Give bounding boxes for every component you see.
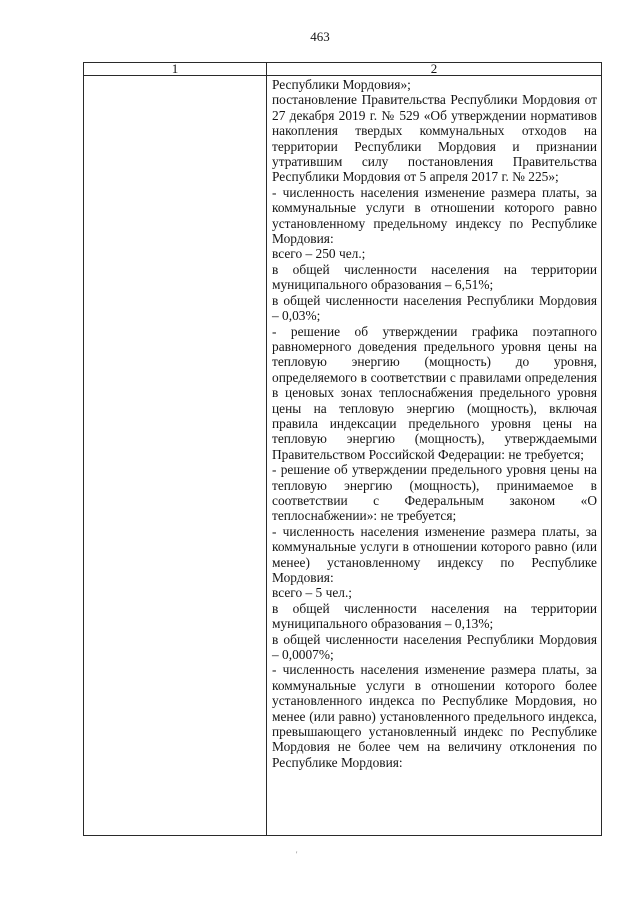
paragraph: - численность населения изменение размера платы, за коммунальные услуги в отношении которого равно установленному предельному индексу по Республике Мордовия: — [272, 184, 597, 247]
table-row — [84, 76, 602, 836]
paragraph: - решение об утверждении графика поэтапного равномерного доведения предельного уровня цены на тепловую энергию (мощность) до уровня, определяемого в соответствии с правилами определения в ценовых зонах теплоснабжения предельного уровня цены на тепловую энергию (мощность), включая правила индексации предельного уровня цены на тепловую энергию (мощность), утверждаемыми Правительством Российской Федерации: не требуется; — [272, 323, 597, 462]
table-cell-column-1 — [84, 76, 267, 836]
paragraph: всего – 250 чел.; — [272, 246, 366, 262]
page-number: 463 — [310, 29, 330, 44]
paragraph: в общей численности населения Республики Мордовия – 0,0007%; — [272, 631, 597, 663]
paragraph: - численность населения изменение размера платы, за коммунальные услуги в отношении которого более установленного индекса по Республике Мордовия, но менее (или равно) установленного предельного индекса, превышающего установленный индекс по Республике Мордовия не более чем на величину отклонения по Республике Мордовия: — [272, 662, 597, 770]
paragraph: постановление Правительства Республики Мордовия от 27 декабря 2019 г. № 529 «Об утверждении нормативов накопления твердых коммунальных отходов на территории Республики Мордовия и признании утратившим силу постановления Правительства Республики Мордовия от 5 апреля 2017 г. № 225»; — [272, 92, 597, 185]
document-table — [83, 62, 602, 836]
paragraph: в общей численности населения на территории муниципального образования – 6,51%; — [272, 261, 597, 293]
paragraph: - численность населения изменение размера платы, за коммунальные услуги в отношении которого равно (или менее) установленному индексу по Республике Мордовия: — [272, 523, 597, 585]
scan-speck: ' — [296, 850, 298, 859]
table-cell-column-2 — [267, 76, 602, 836]
paragraph: всего – 5 чел.; — [272, 585, 353, 601]
column-header-2: 2 — [267, 63, 602, 76]
column-header-1: 1 — [84, 63, 267, 76]
paragraph: в общей численности населения на территории муниципального образования – 0,13%; — [272, 600, 597, 632]
paragraph: Республики Мордовия»; — [272, 77, 411, 92]
paragraph: в общей численности населения Республики Мордовия – 0,03%; — [272, 292, 597, 324]
paragraph: - решение об утверждении предельного уровня цены на тепловую энергию (мощность), принимаемое в соответствии с Федеральным законом «О теплоснабжении»: не требуется; — [272, 462, 597, 524]
table-header-row — [84, 63, 602, 76]
